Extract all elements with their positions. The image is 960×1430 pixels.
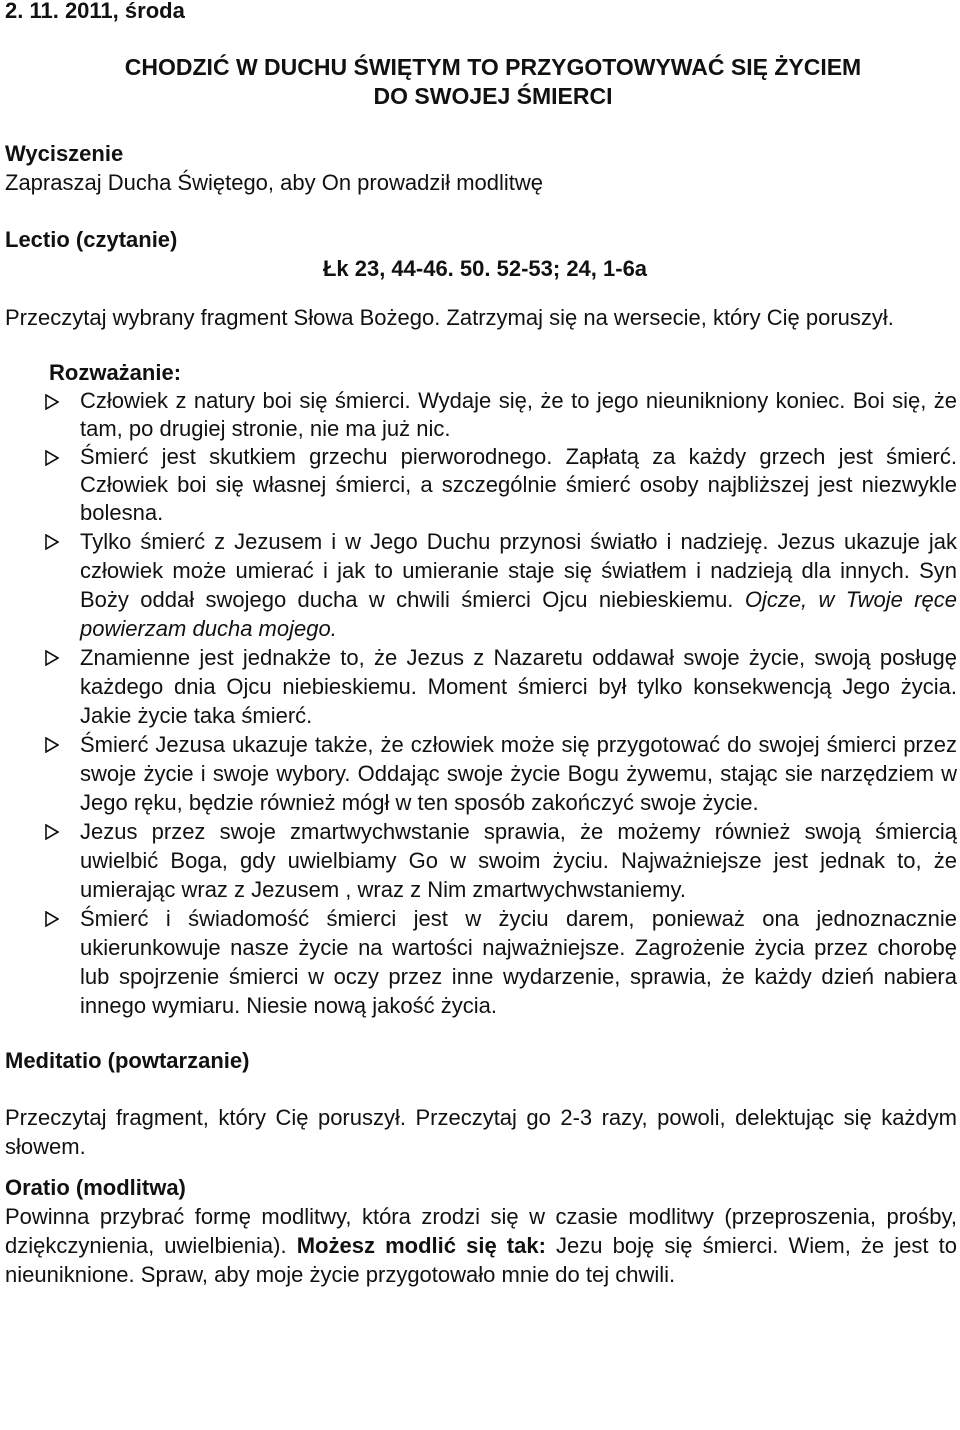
oratio-text-after: Jezu boję się śmierci. Wiem, że jest to nieuniknione. Spraw, aby moje życie przygotowało mnie do tej chwili. (5, 1233, 957, 1287)
list-item (5, 443, 957, 527)
rozwazanie-heading: Rozważanie: (49, 360, 182, 385)
list-item (5, 730, 957, 817)
list-item-text: Człowiek z natury boi się śmierci. Wydaje się, że to jego nieunikniony koniec. Boi się, że tam, po drugiej stronie, nie ma już nic. (80, 388, 957, 441)
oratio-heading: Oratio (modlitwa) (5, 1175, 186, 1200)
arrow-bullet-icon (45, 387, 65, 416)
document-title (53, 53, 933, 111)
arrow-bullet-icon (45, 817, 65, 846)
arrow-bullet-icon (45, 527, 65, 556)
meditatio-heading: Meditatio (powtarzanie) (5, 1048, 250, 1073)
list-item-text: Znamienne jest jednakże to, że Jezus z Nazaretu oddawał swoje życie, swoją posługę każdego dnia Ojcu niebieskiemu. Moment śmierci był tylko konsekwencją Jego życia. Jakie życie taka śmierć. (80, 645, 957, 728)
oratio-text (5, 1202, 957, 1289)
list-item (5, 387, 957, 443)
list-item-text: Jezus przez swoje zmartwychwstanie sprawia, że możemy również swoją śmiercią uwielbić Boga, gdy uwielbiamy Go w swoim życiu. Najważniejsze jest jednak to, że umierając wraz z Jezusem , wraz z Nim zmartwychwstaniemy. (80, 819, 957, 902)
list-item-text: Tylko śmierć z Jezusem i w Jego Duchu przynosi światło i nadzieję. Jezus ukazuje jak człowiek może umierać i jak to umieranie staje się światłem i nadzieją dla innych. Syn Boży oddał swojego ducha w chwili śmierci Ojcu niebieskiemu. (80, 529, 957, 612)
arrow-bullet-icon (45, 643, 65, 672)
arrow-bullet-icon (45, 904, 65, 933)
oratio-bold-phrase: Możesz modlić się tak: (296, 1233, 546, 1258)
list-item (5, 904, 957, 1020)
lectio-instruction: Przeczytaj wybrany fragment Słowa Bożego. Zatrzymaj się na wersecie, który Cię poruszył. (5, 305, 894, 330)
title-line-2: DO SWOJEJ ŚMIERCI (373, 83, 613, 109)
oratio-text-before: Powinna przybrać formę modlitwy, która zrodzi się w czasie modlitwy (przeproszenia, prośby, dziękczynienia, uwielbienia). (5, 1204, 957, 1258)
list-item-quote: Ojcze, w Twoje ręce powierzam ducha mojego. (80, 587, 957, 641)
document-page (5, 0, 957, 1289)
list-item-text: Śmierć Jezusa ukazuje także, że człowiek może się przygotować do swojej śmierci przez swoje życie i swoje wybory. Oddając swoje życie Bogu żywemu, stając sie narzędziem w Jego ręku, będzie również mógł w ten sposób zakończyć swoje życie. (80, 732, 957, 815)
silence-section (5, 139, 957, 197)
lectio-heading: Lectio (czytanie) (5, 227, 178, 252)
scripture-reference: Łk 23, 44-46. 50. 52-53; 24, 1-6a (322, 256, 648, 281)
silence-text: Zapraszaj Ducha Świętego, aby On prowadził modlitwę (5, 170, 544, 195)
list-item (5, 643, 957, 730)
list-item (5, 817, 957, 904)
meditatio-text: Przeczytaj fragment, który Cię poruszył. Przeczytaj go 2-3 razy, powoli, delektując się każdym słowem. (5, 1105, 957, 1159)
arrow-bullet-icon (45, 730, 65, 759)
rozwazanie-list (5, 387, 957, 1020)
title-line-1: CHODZIĆ W DUCHU ŚWIĘTYM TO PRZYGOTOWYWAĆ SIĘ ŻYCIEM (124, 54, 862, 80)
date-line: 2. 11. 2011, środa (5, 0, 185, 23)
arrow-bullet-icon (45, 443, 65, 472)
list-item-text: Śmierć i świadomość śmierci jest w życiu darem, ponieważ ona jednoznacznie ukierunkowuje nasze życie na wartości najważniejsze. Zagrożenie życia przez chorobę lub spojrzenie śmierci w oczy przez inne wydarzenie, sprawia, że każdy dzień nabiera innego wymiaru. Niesie nową jakość życia. (80, 906, 957, 1018)
lectio-section (5, 225, 957, 332)
list-item (5, 527, 957, 643)
list-item-text: Śmierć jest skutkiem grzechu pierworodnego. Zapłatą za każdy grzech jest śmierć. Człowiek boi się własnej śmierci, a szczególnie śmierć osoby najbliższej jest niezwykle bolesna. (80, 444, 957, 525)
silence-heading: Wyciszenie (5, 141, 124, 166)
